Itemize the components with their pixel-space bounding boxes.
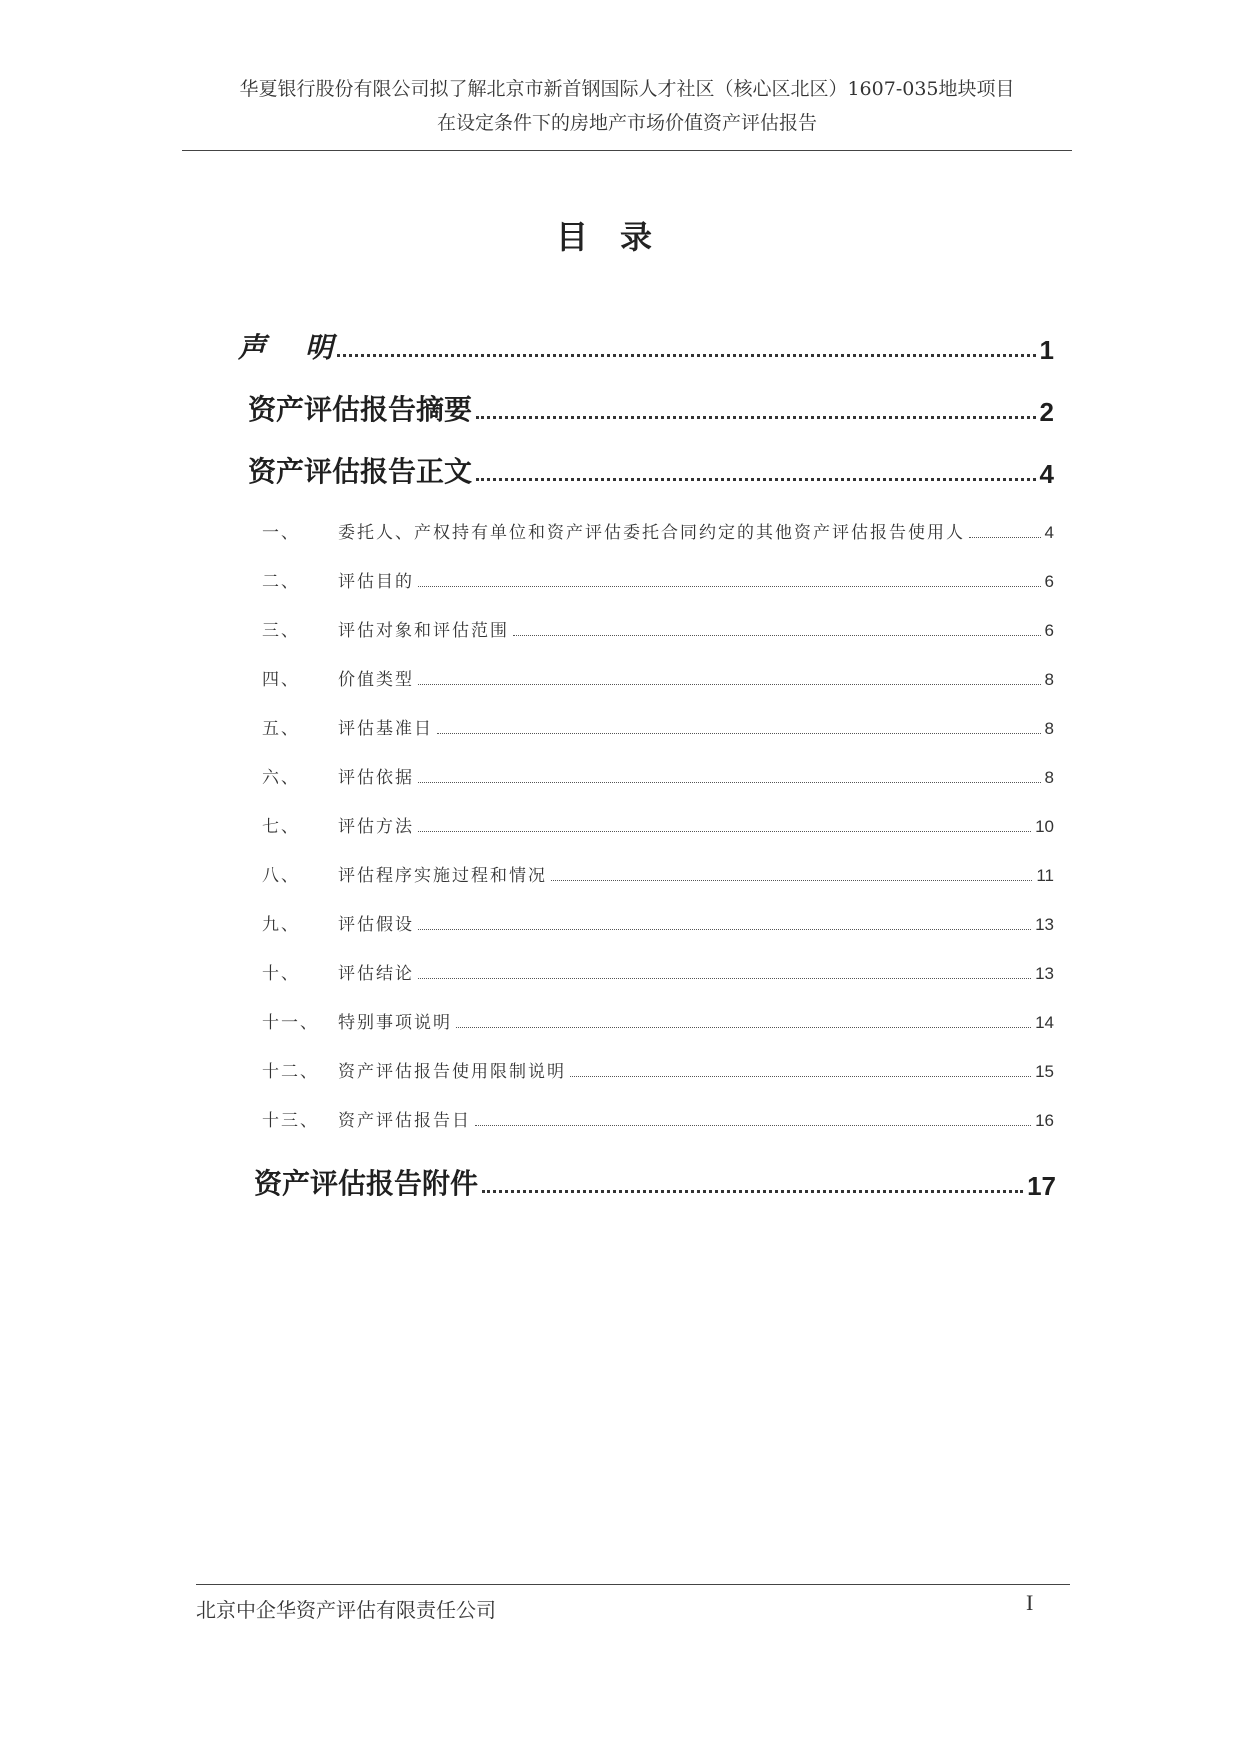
header-title-line-1: 华夏银行股份有限公司拟了解北京市新首钢国际人才社区（核心区北区）1607-035地块项目 xyxy=(239,78,1015,100)
toc-dot-leader xyxy=(418,664,1041,690)
toc-dot-leader xyxy=(456,1007,1031,1033)
toc-dot-leader xyxy=(437,713,1041,739)
toc-subentry-3[interactable] xyxy=(262,615,1054,641)
toc-subentry-number: 十一、 xyxy=(262,1013,319,1033)
toc-subentry-label: 资产评估报告日 xyxy=(338,1111,471,1131)
toc-entry-label: 资产评估报告摘要 xyxy=(248,393,473,426)
toc-subentry-label: 评估结论 xyxy=(338,964,414,984)
toc-dot-leader xyxy=(476,388,1036,428)
toc-title: 目录 xyxy=(555,218,684,256)
toc-dot-leader xyxy=(418,566,1041,592)
toc-subentry-8[interactable] xyxy=(262,860,1054,886)
toc-subentry-label: 特别事项说明 xyxy=(338,1013,452,1033)
toc-entry-summary[interactable] xyxy=(248,388,1054,428)
footer-page-number: I xyxy=(1026,1590,1034,1615)
footer-divider xyxy=(196,1584,1070,1585)
toc-subentry-9[interactable] xyxy=(262,909,1054,935)
toc-subentry-label: 评估假设 xyxy=(338,915,414,935)
toc-subentry-number: 五、 xyxy=(262,719,300,739)
toc-entry-main-text[interactable] xyxy=(248,450,1054,490)
toc-subentry-label: 评估目的 xyxy=(338,572,414,592)
toc-subentry-number: 三、 xyxy=(262,621,300,641)
toc-subentry-label: 价值类型 xyxy=(338,670,414,690)
toc-dot-leader xyxy=(475,1105,1031,1131)
toc-subentry-number: 十、 xyxy=(262,964,300,984)
toc-subentry-page: 4 xyxy=(1044,523,1054,542)
toc-subentry-label: 评估基准日 xyxy=(338,719,433,739)
toc-subentry-5[interactable] xyxy=(262,713,1054,739)
toc-subentry-number: 十三、 xyxy=(262,1111,319,1131)
toc-subentry-page: 15 xyxy=(1035,1062,1054,1081)
toc-subentry-number: 一、 xyxy=(262,523,300,543)
toc-subentry-page: 8 xyxy=(1044,768,1054,787)
toc-subentry-number: 二、 xyxy=(262,572,300,592)
report-header xyxy=(182,72,1072,140)
toc-subentry-page: 8 xyxy=(1044,719,1054,738)
toc-subentry-4[interactable] xyxy=(262,664,1054,690)
toc-dot-leader xyxy=(418,909,1031,935)
toc-subentry-number: 四、 xyxy=(262,670,300,690)
header-title-line-2: 在设定条件下的房地产市场价值资产评估报告 xyxy=(436,112,817,134)
toc-subentry-label: 评估依据 xyxy=(338,768,414,788)
toc-subentry-page: 14 xyxy=(1035,1013,1054,1032)
toc-entry-attachments[interactable] xyxy=(254,1162,1056,1202)
toc-subentry-13[interactable] xyxy=(262,1105,1054,1131)
toc-dot-leader xyxy=(337,326,1036,366)
toc-subentry-page: 10 xyxy=(1035,817,1054,836)
toc-subentry-6[interactable] xyxy=(262,762,1054,788)
toc-entry-declaration[interactable] xyxy=(238,326,1054,366)
toc-subentry-page: 8 xyxy=(1044,670,1054,689)
footer-company-name: 北京中企华资产评估有限责任公司 xyxy=(196,1598,496,1622)
toc-subentry-label: 资产评估报告使用限制说明 xyxy=(338,1062,566,1082)
toc-dot-leader xyxy=(551,860,1032,886)
toc-subentry-page: 11 xyxy=(1036,866,1054,885)
toc-entry-page: 2 xyxy=(1039,397,1054,427)
toc-subentry-number: 十二、 xyxy=(262,1062,319,1082)
toc-subentry-label: 评估对象和评估范围 xyxy=(338,621,509,641)
toc-dot-leader xyxy=(969,517,1041,543)
toc-subentry-11[interactable] xyxy=(262,1007,1054,1033)
toc-dot-leader xyxy=(482,1162,1023,1202)
toc-subentry-2[interactable] xyxy=(262,566,1054,592)
header-divider xyxy=(182,150,1072,151)
toc-subentry-page: 13 xyxy=(1035,915,1054,934)
toc-entry-page: 1 xyxy=(1039,335,1054,365)
toc-entry-page: 4 xyxy=(1039,459,1054,489)
toc-subentry-label: 评估方法 xyxy=(338,817,414,837)
toc-subentry-1[interactable] xyxy=(262,517,1054,543)
toc-subentry-label: 委托人、产权持有单位和资产评估委托合同约定的其他资产评估报告使用人 xyxy=(338,523,965,543)
toc-dot-leader xyxy=(418,762,1041,788)
toc-subentry-page: 16 xyxy=(1035,1111,1054,1130)
toc-entry-label: 资产评估报告附件 xyxy=(254,1167,479,1200)
toc-dot-leader xyxy=(570,1056,1031,1082)
toc-subentry-10[interactable] xyxy=(262,958,1054,984)
toc-subentry-number: 七、 xyxy=(262,817,300,837)
toc-dot-leader xyxy=(418,811,1031,837)
toc-entry-page: 17 xyxy=(1027,1171,1056,1201)
toc-subentry-label: 评估程序实施过程和情况 xyxy=(338,866,547,886)
toc-dot-leader xyxy=(418,958,1031,984)
toc-subentry-number: 八、 xyxy=(262,866,300,886)
toc-dot-leader xyxy=(476,450,1036,490)
toc-subentry-number: 六、 xyxy=(262,768,300,788)
toc-entry-label: 声 明 xyxy=(238,331,333,364)
toc-entry-label: 资产评估报告正文 xyxy=(248,455,473,488)
toc-subentry-page: 13 xyxy=(1035,964,1054,983)
toc-subentry-page: 6 xyxy=(1044,621,1054,640)
toc-subentry-number: 九、 xyxy=(262,915,300,935)
toc-subentry-page: 6 xyxy=(1044,572,1054,591)
toc-dot-leader xyxy=(513,615,1041,641)
toc-subentry-7[interactable] xyxy=(262,811,1054,837)
toc-subentry-12[interactable] xyxy=(262,1056,1054,1082)
